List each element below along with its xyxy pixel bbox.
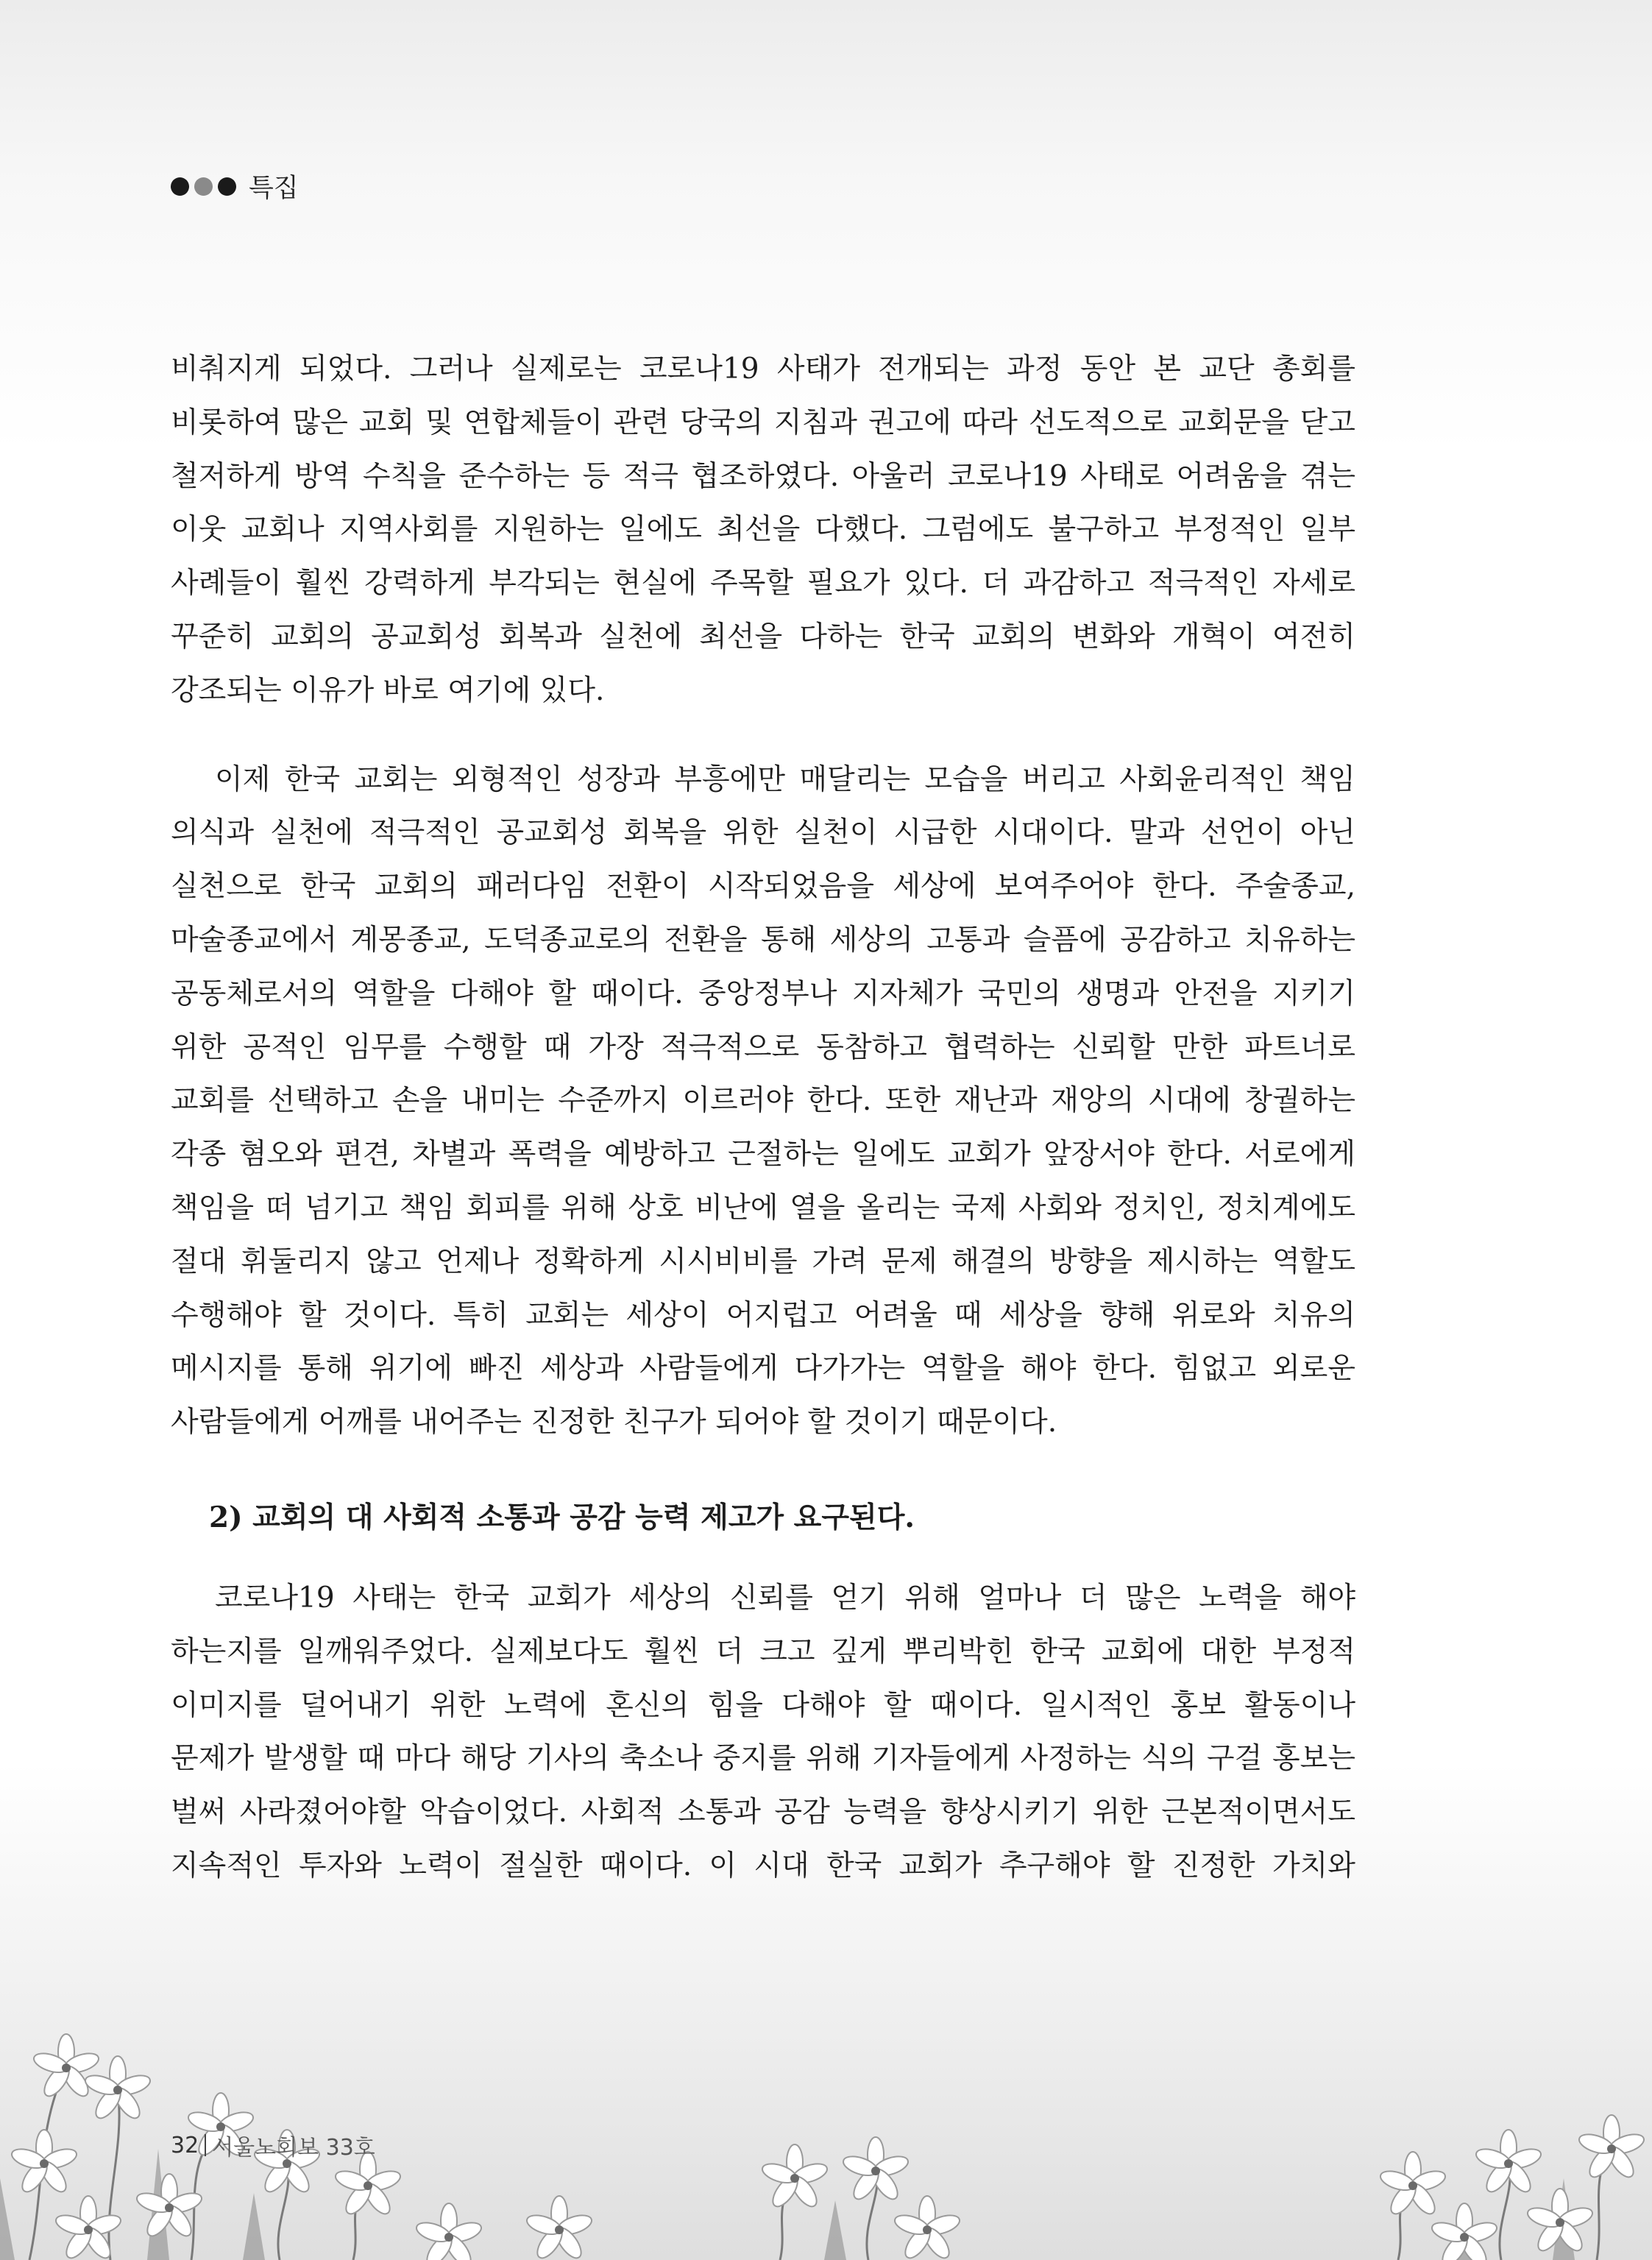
text-line: 교회를 선택하고 손을 내미는 수준까지 이르러야 한다. 또한 재난과 재앙의 시대에 창궐하는 xyxy=(171,1084,1355,1118)
text-line: 코로나19 사태는 한국 교회가 세상의 신뢰를 얻기 위해 얼마나 더 많은 노력을 해야 xyxy=(215,1581,1355,1615)
text-line: 위한 공적인 임무를 수행할 때 가장 적극적으로 동참하고 협력하는 신뢰할 만한 파트너로 xyxy=(171,1030,1355,1064)
section-label: 특집 xyxy=(249,174,299,203)
paragraph xyxy=(171,754,1355,1450)
text-line: 절대 휘둘리지 않고 언제나 정확하게 시시비비를 가려 문제 해결의 방향을 제시하는 역할도 xyxy=(171,1244,1355,1278)
divider xyxy=(205,2134,206,2156)
bullet-dot-icon xyxy=(218,177,236,196)
page-footer xyxy=(171,2129,375,2161)
text-line: 수행해야 할 것이다. 특히 교회는 세상이 어지럽고 어려울 때 세상을 향해 위로와 치유의 xyxy=(171,1298,1355,1332)
text-line: 철저하게 방역 수칙을 준수하는 등 적극 협조하였다. 아울러 코로나19 사태로 어려움을 겪는 xyxy=(171,459,1355,493)
text-line: 이미지를 덜어내기 위한 노력에 혼신의 힘을 다해야 할 때이다. 일시적인 홍보 활동이나 xyxy=(171,1688,1355,1722)
paragraph xyxy=(171,1572,1355,1894)
text-line: 사례들이 훨씬 강력하게 부각되는 현실에 주목할 필요가 있다. 더 과감하고 적극적인 자세로 xyxy=(171,567,1355,601)
text-line: 문제가 발생할 때 마다 해당 기사의 축소나 중지를 위해 기자들에게 사정하는 식의 구걸 홍보는 xyxy=(171,1742,1355,1776)
text-line: 강조되는 이유가 바로 여기에 있다. xyxy=(171,673,605,707)
text-line: 의식과 실천에 적극적인 공교회성 회복을 위한 실천이 시급한 시대이다. 말과 선언이 아닌 xyxy=(171,816,1355,850)
section-heading: 2) 교회의 대 사회적 소통과 공감 능력 제고가 요구된다. xyxy=(209,1500,915,1534)
page-number: 32 xyxy=(171,2132,199,2158)
flowers-illustration xyxy=(0,1884,1652,2260)
section-header xyxy=(171,168,299,205)
paragraph xyxy=(171,343,1355,718)
text-line: 이웃 교회나 지역사회를 지원하는 일에도 최선을 다했다. 그럼에도 불구하고 부정적인 일부 xyxy=(171,513,1355,547)
text-line: 벌써 사라졌어야할 악습이었다. 사회적 소통과 공감 능력을 향상시키기 위한 근본적이면서도 xyxy=(171,1796,1355,1829)
text-line: 꾸준히 교회의 공교회성 회복과 실천에 최선을 다하는 한국 교회의 변화와 개혁이 여전히 xyxy=(171,620,1355,653)
bullet-dot-icon xyxy=(194,177,213,196)
text-line: 비롯하여 많은 교회 및 연합체들이 관련 당국의 지침과 권고에 따라 선도적으로 교회문을 닫고 xyxy=(171,405,1355,439)
publication-name: 서울노회보 33호 xyxy=(212,2135,375,2161)
text-line: 하는지를 일깨워주었다. 실제보다도 훨씬 더 크고 깊게 뿌리박힌 한국 교회에 대한 부정적 xyxy=(171,1634,1355,1668)
text-line: 메시지를 통해 위기에 빠진 세상과 사람들에게 다가가는 역할을 해야 한다. 힘없고 외로운 xyxy=(171,1352,1355,1386)
text-line: 비춰지게 되었다. 그러나 실제로는 코로나19 사태가 전개되는 과정 동안 본 교단 총회를 xyxy=(171,353,1355,386)
text-line: 사람들에게 어깨를 내어주는 진정한 친구가 되어야 할 것이기 때문이다. xyxy=(171,1406,1057,1439)
text-line: 지속적인 투자와 노력이 절실한 때이다. 이 시대 한국 교회가 추구해야 할 진정한 가치와 xyxy=(171,1849,1355,1882)
text-line: 마술종교에서 계몽종교, 도덕종교로의 전환을 통해 세상의 고통과 슬픔에 공감하고 치유하는 xyxy=(171,923,1355,957)
text-line: 이제 한국 교회는 외형적인 성장과 부흥에만 매달리는 모습을 버리고 사회윤리적인 책임 xyxy=(215,762,1355,796)
bullet-dot-icon xyxy=(171,177,189,196)
text-line: 실천으로 한국 교회의 패러다임 전환이 시작되었음을 세상에 보여주어야 한다. 주술종교, xyxy=(171,870,1355,904)
text-line: 각종 혐오와 편견, 차별과 폭력을 예방하고 근절하는 일에도 교회가 앞장서야 한다. 서로에게 xyxy=(171,1138,1355,1172)
article-body xyxy=(171,343,1355,1894)
text-line: 공동체로서의 역할을 다해야 할 때이다. 중앙정부나 지자체가 국민의 생명과 안전을 지키기 xyxy=(171,977,1355,1010)
text-line: 책임을 떠 넘기고 책임 회피를 위해 상호 비난에 열을 올리는 국제 사회와 정치인, 정치계에도 xyxy=(171,1191,1355,1225)
